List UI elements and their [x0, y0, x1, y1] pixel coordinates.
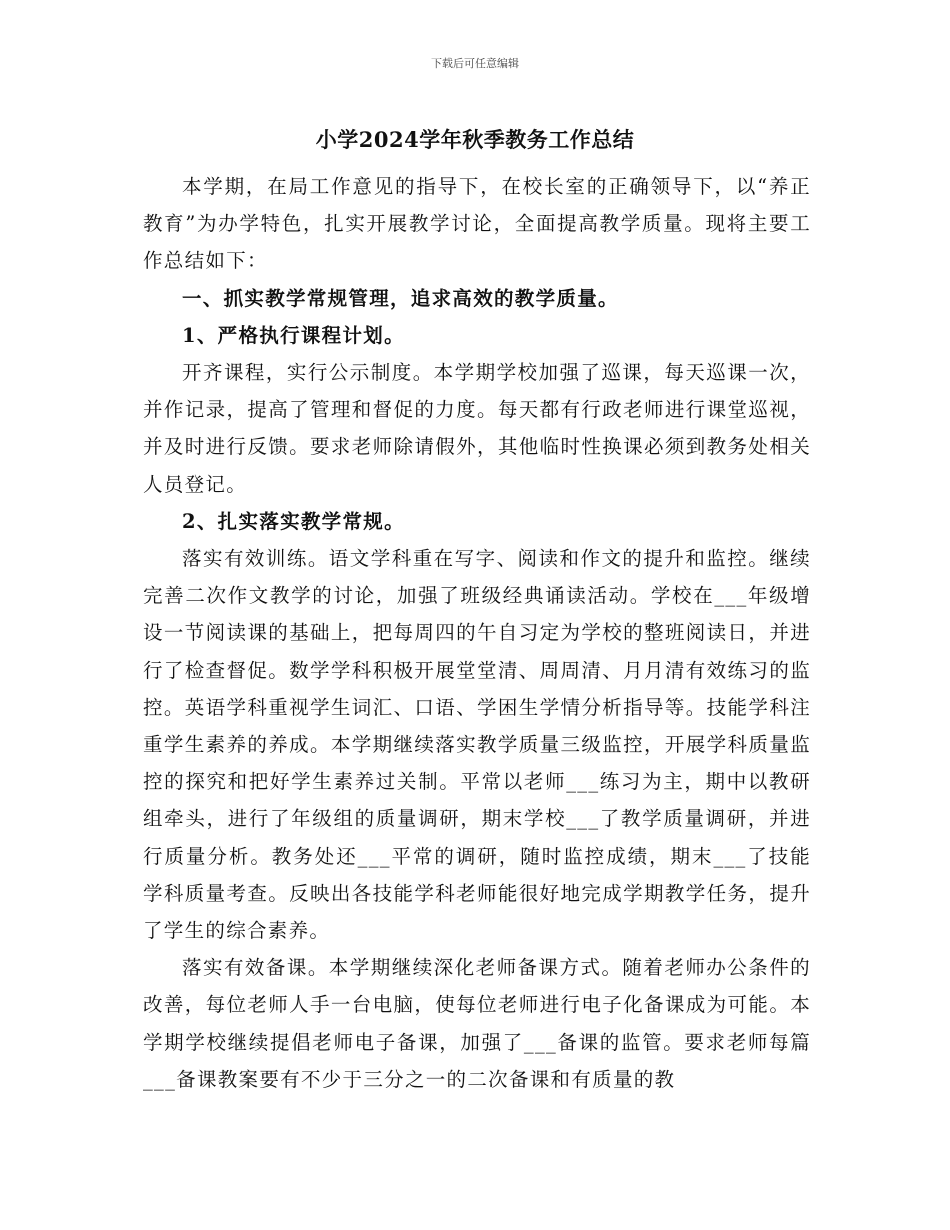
body-paragraph-lesson-prep: 落实有效备课。本学期继续深化老师备课方式。随着老师办公条件的改善，每位老师人手一台电脑，使每位老师进行电子化备课成为可能。本学期学校继续提倡老师电子备课，加强了___备课的监管。要求老师每篇___备课教案要有不少于三分之一的二次备课和有质量的教: [143, 956, 811, 1091]
document-body: [143, 168, 811, 1098]
header-note: 下载后可任意编辑: [431, 57, 519, 70]
intro-paragraph: 本学期，在局工作意见的指导下，在校长室的正确领导下，以“养正教育”为办学特色，扎实开展教学讨论，全面提高教学质量。现将主要工作总结如下：: [143, 175, 811, 273]
subsection-heading-2: 2、扎实落实教学常规。: [182, 509, 405, 533]
body-paragraph-training: 落实有效训练。语文学科重在写字、阅读和作文的提升和监控。继续完善二次作文教学的讨论，加强了班级经典诵读活动。学校在___年级增设一节阅读课的基础上，把每周四的午自习定为学校的整班阅读日，并进行了检查督促。数学学科积极开展堂堂清、周周清、月月清有效练习的监控。英语学科重视学生词汇、口语、学困生学情分析指导等。技能学科注重学生素养的养成。本学期继续落实教学质量三级监控，开展学科质量监控的探究和把好学生素养过关制。平常以老师___练习为主，期中以教研组牵头，进行了年级组的质量调研，期末学校___了教学质量调研，并进行质量分析。教务处还___平常的调研，随时监控成绩，期末___了技能学科质量考查。反映出各技能学科老师能很好地完成学期教学任务，提升了学生的综合素养。: [143, 547, 811, 943]
document-title: 小学2024学年秋季教务工作总结: [315, 127, 635, 152]
section-heading-1: 一、抓实教学常规管理，追求高效的教学质量。: [182, 286, 619, 310]
subsection-heading-1: 1、严格执行课程计划。: [182, 323, 405, 347]
body-paragraph-course-plan: 开齐课程，实行公示制度。本学期学校加强了巡课，每天巡课一次，并作记录，提高了管理和督促的力度。每天都有行政老师进行课堂巡视，并及时进行反馈。要求老师除请假外，其他临时性换课必须到教务处相关人员登记。: [143, 361, 811, 496]
